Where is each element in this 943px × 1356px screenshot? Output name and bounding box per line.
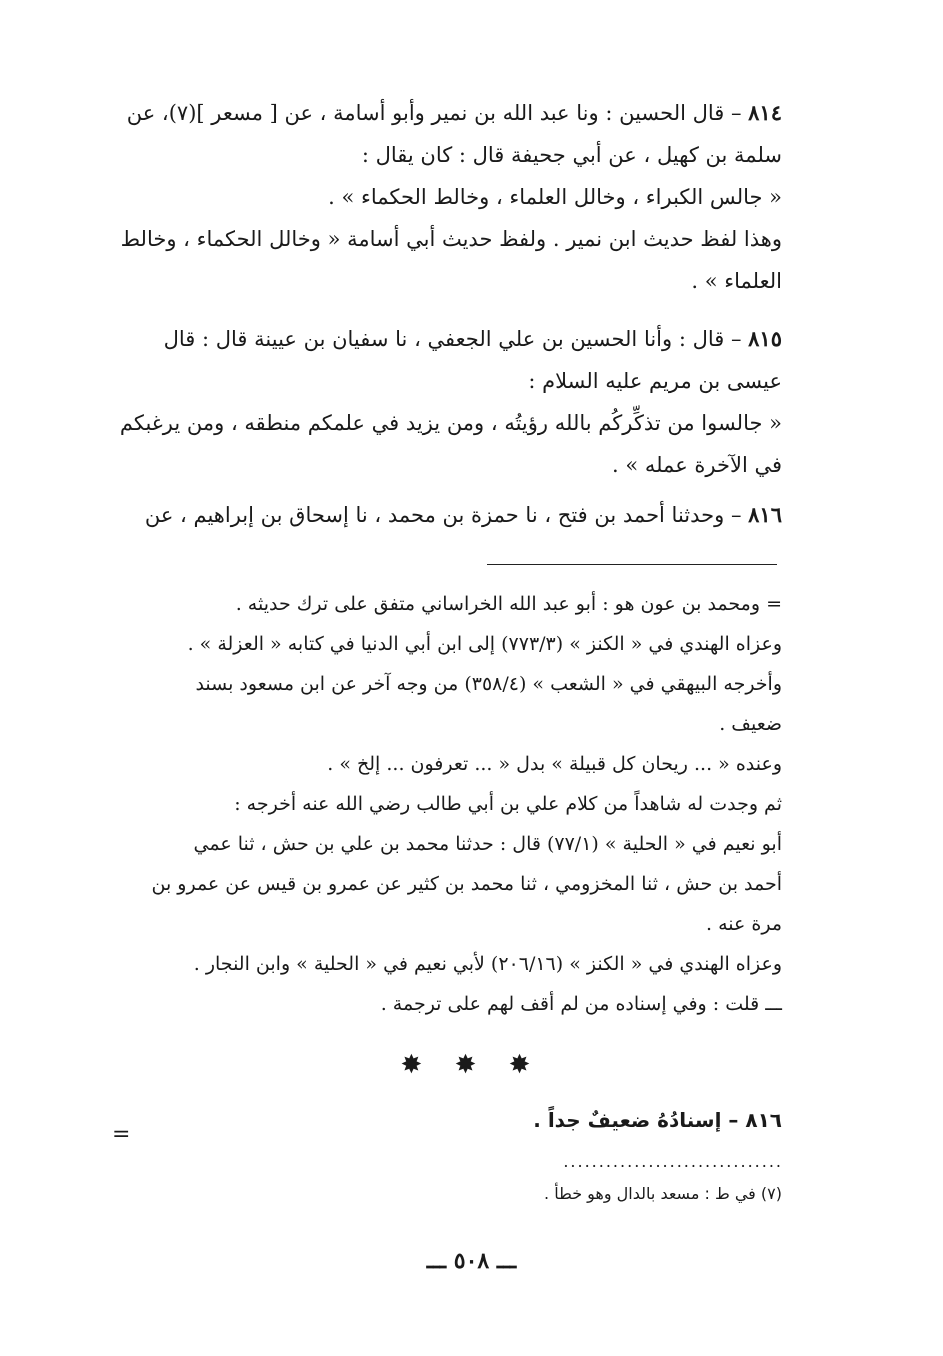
footnote-line: مرة عنه . xyxy=(706,913,782,935)
footnote-line: وعزاه الهندي في « الكنز » (٢٠٦/١٦) لأبي نعيم في « الحلية » وابن النجار . xyxy=(193,953,782,975)
footnote-7: (٧) في ط : مسعد بالدال وهو خطأ . xyxy=(544,1184,782,1203)
quote-line: « جالس الكبراء ، وخالل العلماء ، وخالط الحكماء » . xyxy=(328,185,782,209)
entry-815 xyxy=(82,318,782,486)
isnad-grade: ٨١٦ – إسنادُهُ ضعيفٌ جداً . xyxy=(533,1108,782,1132)
star-ornament: ✸ ✸ ✸ xyxy=(400,1050,543,1080)
footnote-line: وعنده « ... ريحان كل قبيلة » بدل « ... تعرفون ... إلخ » . xyxy=(327,753,782,775)
footnote-line: = ومحمد بن عون هو : أبو عبد الله الخراساني متفق على ترك حديثه . xyxy=(235,593,782,615)
quote-line: « جالسوا من تذكِّركُم بالله رؤيتُه ، ومن يزيد في علمكم منطقه ، ومن يرغبكم xyxy=(119,411,782,435)
footnote-line: وعزاه الهندي في « الكنز » (٧٧٣/٣) إلى ابن أبي الدنيا في كتابه « العزلة » . xyxy=(187,633,782,655)
entry-line: عيسى بن مريم عليه السلام : xyxy=(528,369,782,393)
footnote-line: وأخرجه البيهقي في « الشعب » (٣٥٨/٤) من وجه آخر عن ابن مسعود بسند xyxy=(195,673,782,695)
footnote-line: أبو نعيم في « الحلية » (٧٧/١) قال : حدثنا محمد بن علي بن حش ، ثنا عمي xyxy=(193,833,782,855)
entry-line: في الآخرة عمله » . xyxy=(611,453,782,477)
entry-line: العلماء » . xyxy=(691,269,782,293)
footnote-line: ثم وجدت له شاهداً من كلام علي بن أبي طالب رضي الله عنه أخرجه : xyxy=(234,793,782,815)
footnote-line: ـــ قلت : وفي إسناده من لم أقف لهم على ترجمة . xyxy=(380,993,782,1015)
entry-number: ٨١٤ xyxy=(748,100,782,125)
entry-number: ٨١٦ xyxy=(748,502,782,527)
continuation-mark: = xyxy=(112,1122,131,1147)
footnote-line: ضعيف . xyxy=(719,713,782,735)
footnote-separator xyxy=(487,564,777,565)
entry-814 xyxy=(82,92,782,302)
entry-line: ٨١٥ – قال : وأنا الحسين بن علي الجعفي ، نا سفيان بن عيينة قال : قال xyxy=(163,326,782,351)
entry-line: ٨١٦ – وحدثنا أحمد بن فتح ، نا حمزة بن محمد ، نا إسحاق بن إبراهيم ، عن xyxy=(144,502,782,527)
entry-line: وهذا لفظ حديث ابن نمير . ولفظ حديث أبي أسامة « وخالل الحكماء ، وخالط xyxy=(120,227,782,251)
entry-line: سلمة بن كهيل ، عن أبي جحيفة قال : كان يقال : xyxy=(361,143,782,167)
footnote-line: أحمد بن حش ، ثنا المخزومي ، ثنا محمد بن كثير عن عمرو بن قيس عن عمرو بن xyxy=(151,873,782,895)
entry-number: ٨١٥ xyxy=(748,326,782,351)
entry-line: ٨١٤ – قال الحسين : ونا عبد الله بن نمير وأبو أسامة ، عن [ مسعر ](٧)، عن xyxy=(126,100,782,125)
footnotes-block xyxy=(82,584,782,1024)
page-number: ـــ ٥٠٨ ـــ xyxy=(426,1248,517,1274)
dotted-separator: ............................... xyxy=(563,1152,783,1171)
entry-816 xyxy=(82,494,782,536)
